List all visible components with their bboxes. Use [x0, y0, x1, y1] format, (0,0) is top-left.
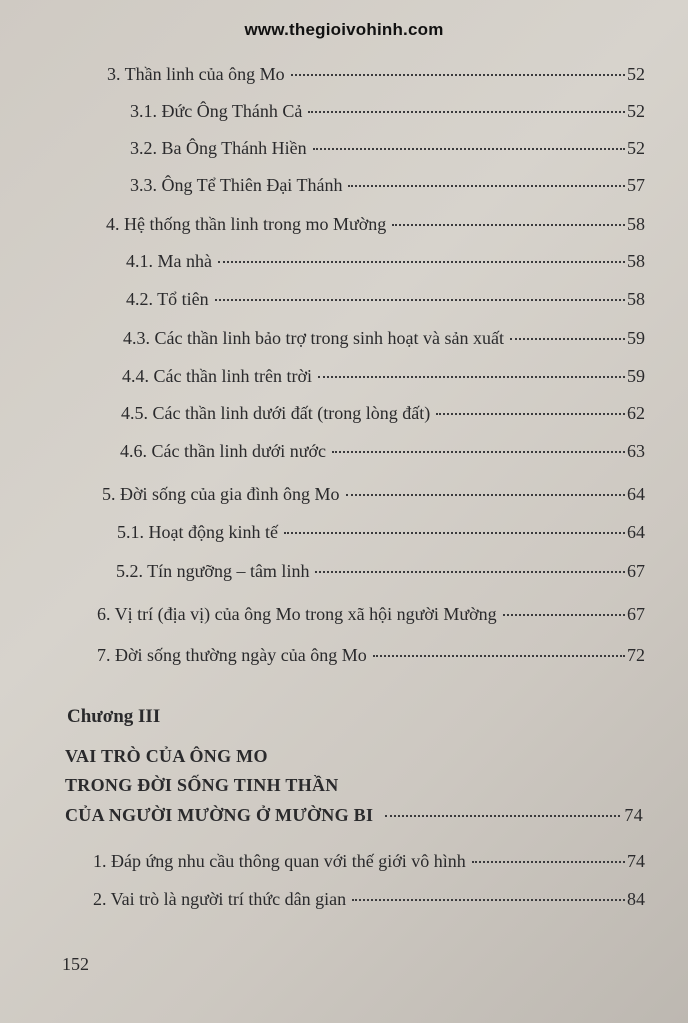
toc-entry-label: 4.2. Tổ tiên	[126, 289, 209, 309]
toc-entry	[130, 101, 645, 122]
toc-entry	[126, 251, 645, 272]
dot-leader	[385, 815, 620, 817]
toc-entry	[97, 604, 645, 625]
page-number: 152	[62, 954, 89, 974]
toc-entry-label: 4.1. Ma nhà	[126, 251, 212, 271]
toc-entry-page: 67	[627, 604, 645, 624]
toc-entry-label: 5.1. Hoạt động kinh tế	[117, 522, 278, 542]
chapter-title-line: VAI TRÒ CỦA ÔNG MO	[65, 746, 268, 766]
toc-entry-page: 64	[627, 522, 645, 542]
dot-leader	[346, 494, 626, 496]
toc-entry-page: 52	[627, 101, 645, 121]
toc-entry-page: 67	[627, 561, 645, 581]
toc-entry-page: 74	[627, 851, 645, 871]
toc-entry	[122, 366, 645, 387]
toc-entry-label: 4.3. Các thần linh bảo trợ trong sinh hoạt và sản xuất	[123, 328, 504, 348]
toc-entry-label: 6. Vị trí (địa vị) của ông Mo trong xã hội người Mường	[97, 604, 497, 624]
dot-leader	[472, 861, 625, 863]
toc-entry-label: 1. Đáp ứng nhu cầu thông quan với thế giới vô hình	[93, 851, 466, 871]
toc-entry-label: 5.2. Tín ngưỡng – tâm linh	[116, 561, 310, 581]
toc-entry-page: 59	[627, 328, 645, 348]
toc-entry-label: 7. Đời sống thường ngày của ông Mo	[97, 645, 367, 665]
toc-entry-page: 58	[627, 289, 645, 309]
toc-entry-page: 59	[627, 366, 645, 386]
toc-entry	[120, 441, 645, 462]
dot-leader	[313, 148, 625, 150]
toc-entry	[130, 138, 645, 159]
toc-entry-page: 62	[627, 403, 645, 423]
dot-leader	[318, 376, 625, 378]
toc-entry	[121, 403, 645, 424]
toc-entry-label: 3. Thần linh của ông Mo	[107, 64, 285, 84]
dot-leader	[308, 111, 625, 113]
dot-leader	[348, 185, 625, 187]
toc-entry-label: 3.2. Ba Ông Thánh Hiền	[130, 138, 307, 158]
chapter-title-line: TRONG ĐỜI SỐNG TINH THẦN	[65, 775, 339, 795]
dot-leader	[332, 451, 625, 453]
dot-leader	[315, 571, 625, 573]
dot-leader	[503, 614, 625, 616]
dot-leader	[215, 299, 625, 301]
toc-entry	[102, 484, 645, 505]
chapter-page: 74	[624, 805, 643, 825]
toc-entry-label: 4.5. Các thần linh dưới đất (trong lòng đất)	[121, 403, 431, 423]
toc-entry	[123, 328, 645, 349]
toc-entry-page: 57	[627, 175, 645, 195]
toc-entry-label: 3.3. Ông Tể Thiên Đại Thánh	[130, 175, 343, 195]
toc-entry-page: 58	[627, 214, 645, 234]
toc-entry	[93, 851, 645, 872]
toc-entry-label: 4.6. Các thần linh dưới nước	[120, 441, 327, 461]
toc-entry-page: 58	[627, 251, 645, 271]
toc-entry	[130, 175, 645, 196]
toc-entry	[93, 889, 645, 910]
toc-entry-page: 52	[627, 138, 645, 158]
dot-leader	[510, 338, 625, 340]
watermark-url: www.thegioivohinh.com	[244, 20, 444, 39]
dot-leader	[218, 261, 625, 263]
toc-entry	[97, 645, 645, 666]
toc-entry-label: 4.4. Các thần linh trên trời	[122, 366, 312, 386]
chapter-heading: Chương III	[67, 706, 161, 727]
toc-entry	[106, 214, 645, 235]
dot-leader	[436, 413, 625, 415]
toc-entry-label: 4. Hệ thống thần linh trong mo Mường	[106, 214, 387, 234]
dot-leader	[373, 655, 625, 657]
chapter-title-text: CỦA NGƯỜI MƯỜNG Ở MƯỜNG BI	[65, 805, 374, 825]
toc-entry-page: 72	[627, 645, 645, 665]
toc-entry-page: 63	[627, 441, 645, 461]
toc-entry	[126, 289, 645, 310]
toc-entry	[117, 522, 645, 543]
toc-entry-page: 84	[627, 889, 645, 909]
dot-leader	[284, 532, 625, 534]
dot-leader	[291, 74, 625, 76]
toc-entry-label: 3.1. Đức Ông Thánh Cả	[130, 101, 303, 121]
dot-leader	[352, 899, 625, 901]
toc-entry	[107, 64, 645, 85]
toc-entry	[116, 561, 645, 582]
toc-entry-page: 52	[627, 64, 645, 84]
toc-entry-label: 5. Đời sống của gia đình ông Mo	[102, 484, 340, 504]
chapter-title-line	[65, 805, 643, 826]
toc-entry-page: 64	[627, 484, 645, 504]
toc-entry-label: 2. Vai trò là người trí thức dân gian	[93, 889, 347, 909]
dot-leader	[392, 224, 625, 226]
